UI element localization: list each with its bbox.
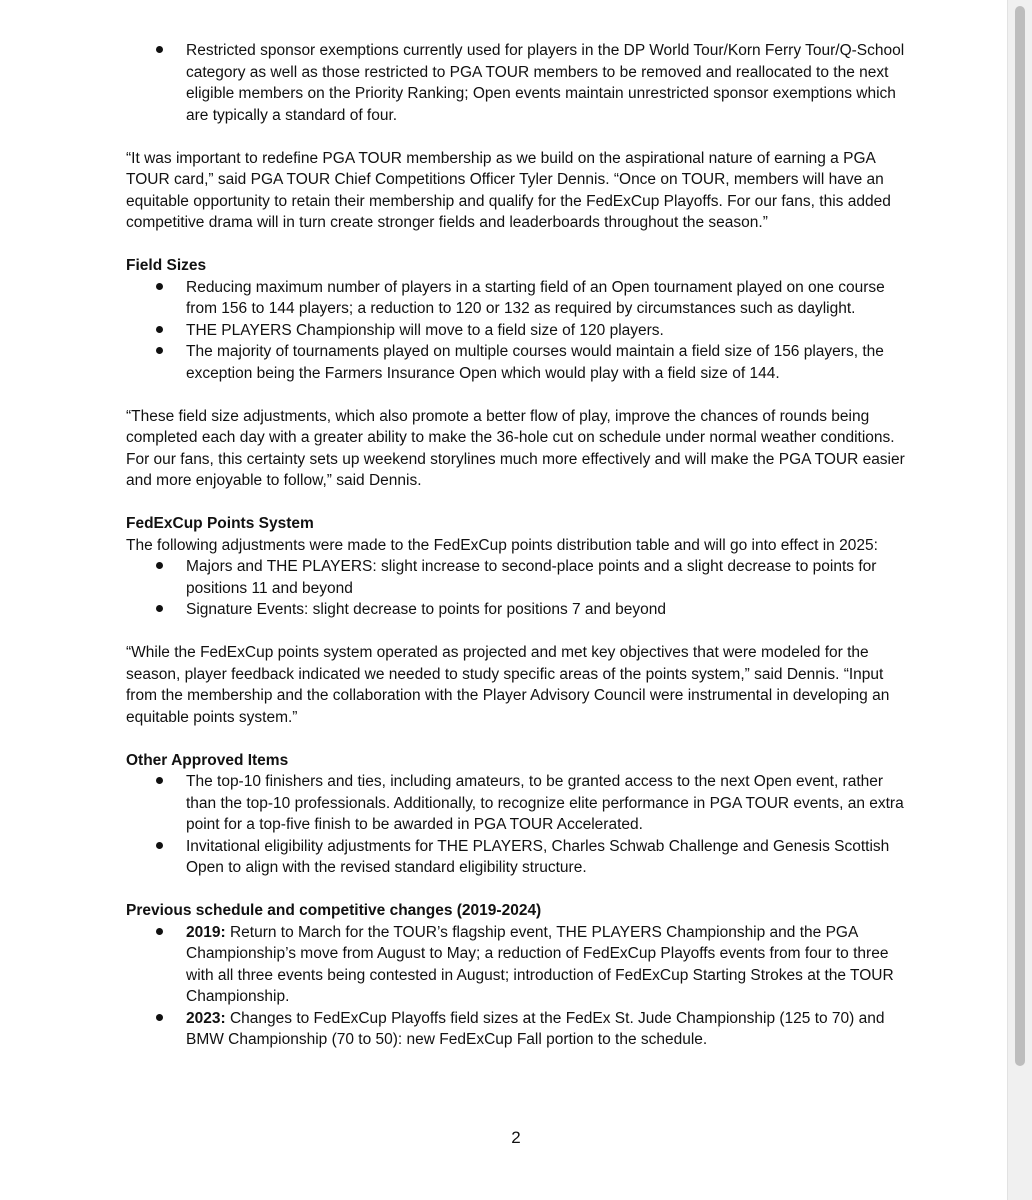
year-label: 2019: — [186, 923, 226, 941]
bullet-icon — [156, 928, 163, 935]
other-items-list — [126, 771, 916, 879]
bullet-text: Changes to FedExCup Playoffs field sizes at the FedEx St. Jude Championship (125 to 70) and BMW Championship (70 to 50): new FedExCup Fall portion to the schedule. — [186, 1009, 885, 1048]
quote-membership: “It was important to redefine PGA TOUR membership as we build on the aspirational nature of earning a PGA TOUR card,” said PGA TOUR Chief Competitions Officer Tyler Dennis. “Once on TOUR, members will have an equitable opportunity to retain their membership and qualify for the FedExCup Playoffs. For our fans, this added competitive drama will in turn create stronger fields and leaderboards throughout the season.” — [126, 149, 891, 231]
bullet-text: Signature Events: slight decrease to points for positions 7 and beyond — [186, 601, 666, 618]
year-label: 2023: — [186, 1009, 226, 1027]
list-item — [126, 922, 916, 1008]
page-number: 2 — [511, 1128, 521, 1147]
list-item — [126, 771, 916, 836]
quote-field-sizes: “These field size adjustments, which also promote a better flow of play, improve the chances of rounds being completed each day with a greater ability to make the 36-hole cut on schedule under normal weather conditions. For our fans, this certainty sets up weekend storylines much more effectively and will make the PGA TOUR easier and more enjoyable to follow,” said Dennis. — [126, 407, 905, 489]
bullet-text: THE PLAYERS Championship will move to a field size of 120 players. — [186, 321, 664, 339]
bullet-icon — [156, 777, 163, 784]
intro-bullet-list — [126, 40, 916, 126]
list-item — [126, 599, 916, 621]
bullet-text: Invitational eligibility adjustments for THE PLAYERS, Charles Schwab Challenge and Genesis Scottish Open to align with the revised standard eligibility structure. — [186, 837, 890, 876]
list-item — [126, 40, 916, 126]
other-items-heading: Other Approved Items — [126, 751, 289, 769]
list-item — [126, 556, 916, 599]
bullet-icon — [156, 562, 163, 569]
list-item — [126, 341, 916, 384]
scrollbar-thumb[interactable] — [1015, 6, 1025, 1066]
bullet-icon — [156, 605, 163, 612]
previous-changes-heading: Previous schedule and competitive changes (2019-2024) — [126, 902, 542, 919]
vertical-scrollbar[interactable] — [1007, 0, 1032, 1200]
list-item — [126, 1008, 916, 1051]
bullet-icon — [156, 283, 163, 290]
list-item — [126, 320, 916, 342]
quote-points-system: “While the FedExCup points system operated as projected and met key objectives that were modeled for the season, player feedback indicated we needed to study specific areas of the points system,” said Dennis. “Input from the membership and the collaboration with the Player Advisory Council were instrumental in developing an equitable points system.” — [126, 644, 890, 726]
points-system-list — [126, 556, 916, 621]
bullet-text: Majors and THE PLAYERS: slight increase to second-place points and a slight decrease to points for positions 11 and beyond — [186, 558, 877, 597]
bullet-icon — [156, 46, 163, 53]
bullet-icon — [156, 347, 163, 354]
list-item — [126, 836, 916, 879]
bullet-text: Return to March for the TOUR’s flagship event, THE PLAYERS Championship and the PGA Championship’s move from August to May; a reduction of FedExCup Playoffs events from four to three with all three events being contested in August; introduction of FedExCup Starting Strokes at the TOUR Championship. — [186, 923, 894, 1005]
bullet-icon — [156, 1014, 163, 1021]
bullet-icon — [156, 842, 163, 849]
bullet-text: The majority of tournaments played on multiple courses would maintain a field size of 156 players, the exception being the Farmers Insurance Open which would play with a field size of 144. — [186, 343, 884, 382]
bullet-text: The top-10 finishers and ties, including amateurs, to be granted access to the next Open event, rather than the top-10 professionals. Additionally, to recognize elite performance in PGA TOUR events, an extra point for a top-five finish to be awarded in PGA TOUR Accelerated. — [186, 773, 904, 833]
previous-changes-list — [126, 922, 916, 1051]
bullet-text: Reducing maximum number of players in a starting field of an Open tournament played on one course from 156 to 144 players; a reduction to 120 or 132 as required by circumstances such as daylight. — [186, 278, 885, 317]
field-sizes-heading: Field Sizes — [126, 257, 207, 274]
points-system-intro: The following adjustments were made to the FedExCup points distribution table and will go into effect in 2025: — [126, 536, 878, 554]
bullet-icon — [156, 326, 163, 333]
document-body — [126, 40, 916, 1051]
bullet-text: Restricted sponsor exemptions currently used for players in the DP World Tour/Korn Ferry Tour/Q-School category as well as those restricted to PGA TOUR members to be removed and reallocated to the next eligible members on the Priority Ranking; Open events maintain unrestricted sponsor exemptions which are typically a standard of four. — [186, 42, 905, 124]
field-sizes-list — [126, 277, 916, 385]
list-item — [126, 277, 916, 320]
points-system-heading: FedExCup Points System — [126, 515, 314, 532]
